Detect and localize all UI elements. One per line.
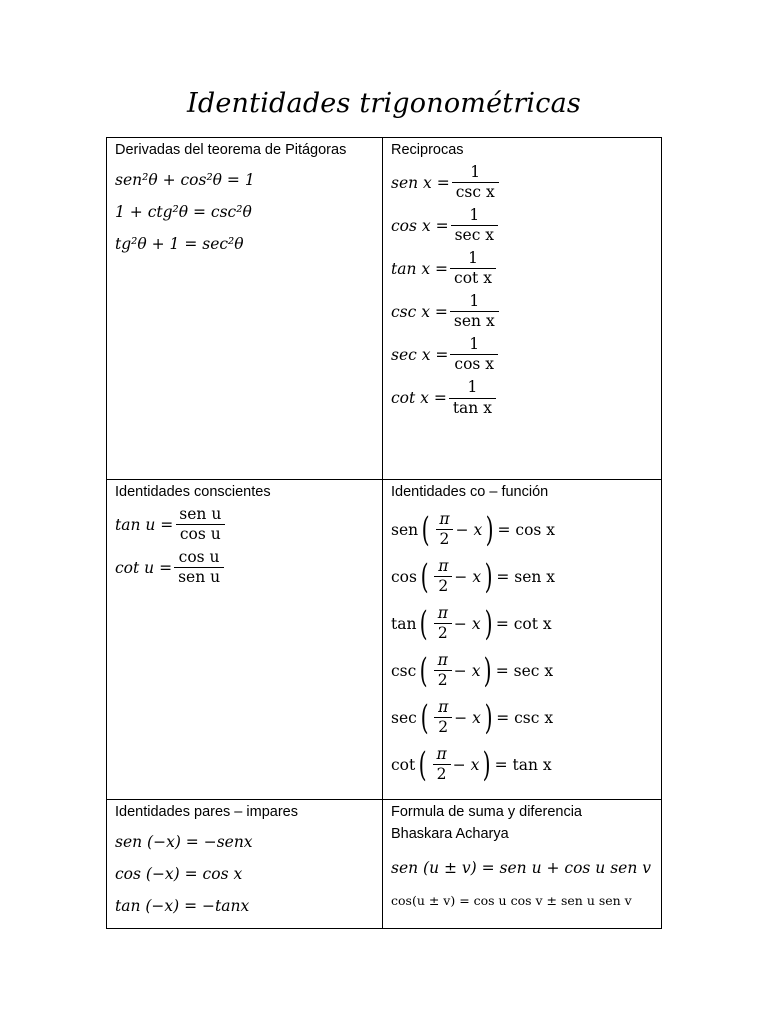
numerator: 1 [469,206,480,225]
left-paren: ( [418,744,427,785]
cell-suma [383,800,662,929]
function-name: cot [391,755,416,774]
fraction [449,379,496,416]
section-header: Reciprocas [391,142,464,158]
section-header: Derivadas del teorema de Pitágoras [115,142,347,158]
identity-line [115,506,374,543]
identity-line: tg²θ + 1 = sec²θ [115,235,244,253]
identity-rhs: = cos x [497,520,556,539]
minus-x: − x [453,614,481,633]
fraction [452,164,499,201]
fraction [174,549,224,586]
right-paren: ) [484,697,493,738]
numerator: π [438,556,449,575]
fraction [434,558,452,595]
identity-lhs: sen x = [391,173,450,192]
function-name: csc [391,661,417,680]
identity-line [391,293,653,330]
numerator: cos u [178,548,220,567]
fraction [433,746,451,783]
function-name: cos [391,567,417,586]
identity-lhs: cot x = [391,389,447,408]
identity-line [391,250,653,287]
cell-pitagoras [107,138,383,480]
identity-line: tan (−x) = −tanx [115,897,250,915]
identity-line: cos (−x) = cos x [115,865,243,883]
numerator: π [436,744,447,763]
numerator: π [437,650,448,669]
denominator: sec x [451,225,498,244]
identity-line: sen (u ± v) = sen u + cos u sen v [391,859,652,877]
right-paren: ) [483,744,491,785]
section-header: Identidades pares – impares [115,804,298,820]
left-paren: ( [420,603,429,644]
denominator: csc x [452,182,499,201]
numerator: 1 [469,292,480,311]
cofunction-list [391,506,653,788]
right-paren: ) [484,603,493,644]
cell-pares [107,800,383,929]
identity-line [391,741,653,788]
identity-line [391,336,653,373]
identities-table [106,137,662,929]
identity-lhs: sec x = [391,345,449,364]
numerator: π [439,509,450,528]
numerator: π [438,697,449,716]
fraction [175,506,225,543]
denominator: cos u [176,524,225,543]
minus-x: − x [452,755,480,774]
numerator: 1 [470,163,481,181]
denominator: 2 [434,717,452,736]
numerator: π [437,603,448,622]
author-name: Bhaskara Acharya [391,826,509,842]
section-header: Identidades conscientes [115,484,271,500]
denominator: sen x [450,311,499,330]
fraction [451,207,498,244]
minus-x: − x [455,520,483,539]
denominator: 2 [434,576,452,595]
identity-line: cos(u ± v) = cos u cos v ± sen u sen v [391,892,632,908]
identity-line [391,164,653,201]
denominator: 2 [434,670,452,689]
identity-lhs: cos x = [391,216,449,235]
identity-line [391,207,653,244]
denominator: 2 [434,623,452,642]
denominator: sen u [174,567,224,586]
section-header: Formula de suma y diferencia [391,804,582,820]
left-paren: ( [419,650,428,691]
numerator: 1 [469,335,480,354]
cell-conscientes [107,480,383,800]
function-name: sec [391,708,417,727]
identity-lhs: tan u = [115,515,174,534]
function-name: sen [391,520,419,539]
left-paren: ( [420,697,429,738]
identity-lhs: cot u = [115,558,173,577]
fraction [435,511,453,548]
denominator: 2 [436,529,454,548]
identity-line [391,553,653,600]
identity-rhs: = tan x [494,755,552,774]
left-paren: ( [420,556,429,597]
identity-line [391,647,653,694]
fraction [450,336,498,373]
fraction [434,652,452,689]
identity-rhs: = sen x [496,567,556,586]
right-paren: ) [484,650,493,691]
page-title: Identidades trigonométricas [187,88,581,119]
numerator: 1 [468,249,478,268]
fraction [450,250,496,287]
identity-line: sen (−x) = −senx [115,833,253,851]
denominator: tan x [449,398,496,417]
identity-line: sen²θ + cos²θ = 1 [115,171,255,189]
reciprocal-list [391,164,653,417]
identity-line [391,379,653,416]
fraction [434,699,452,736]
denominator: cot x [450,268,496,287]
section-header: Identidades co – función [391,484,549,500]
identity-lhs: csc x = [391,302,448,321]
cell-reciprocas [383,138,662,480]
denominator: cos x [450,354,498,373]
minus-x: − x [454,567,482,586]
minus-x: − x [454,708,481,727]
fraction [450,293,499,330]
identity-rhs: = cot x [495,614,552,633]
identity-line [391,600,653,647]
function-name: tan [391,614,417,633]
identity-line: 1 + ctg²θ = csc²θ [115,203,252,221]
denominator: 2 [433,764,451,783]
identity-line [115,549,374,586]
identity-lhs: tan x = [391,259,449,278]
identity-line [391,694,653,741]
numerator: 1 [467,378,478,397]
identity-rhs: = csc x [496,708,554,727]
cell-cofuncion [383,480,662,800]
fraction [434,605,452,642]
numerator: sen u [179,505,222,523]
quotient-list [115,506,374,586]
minus-x: − x [453,661,481,680]
left-paren: ( [421,509,430,550]
right-paren: ) [485,509,494,550]
right-paren: ) [484,556,493,597]
identity-line [391,506,653,553]
identity-rhs: = sec x [495,661,554,680]
